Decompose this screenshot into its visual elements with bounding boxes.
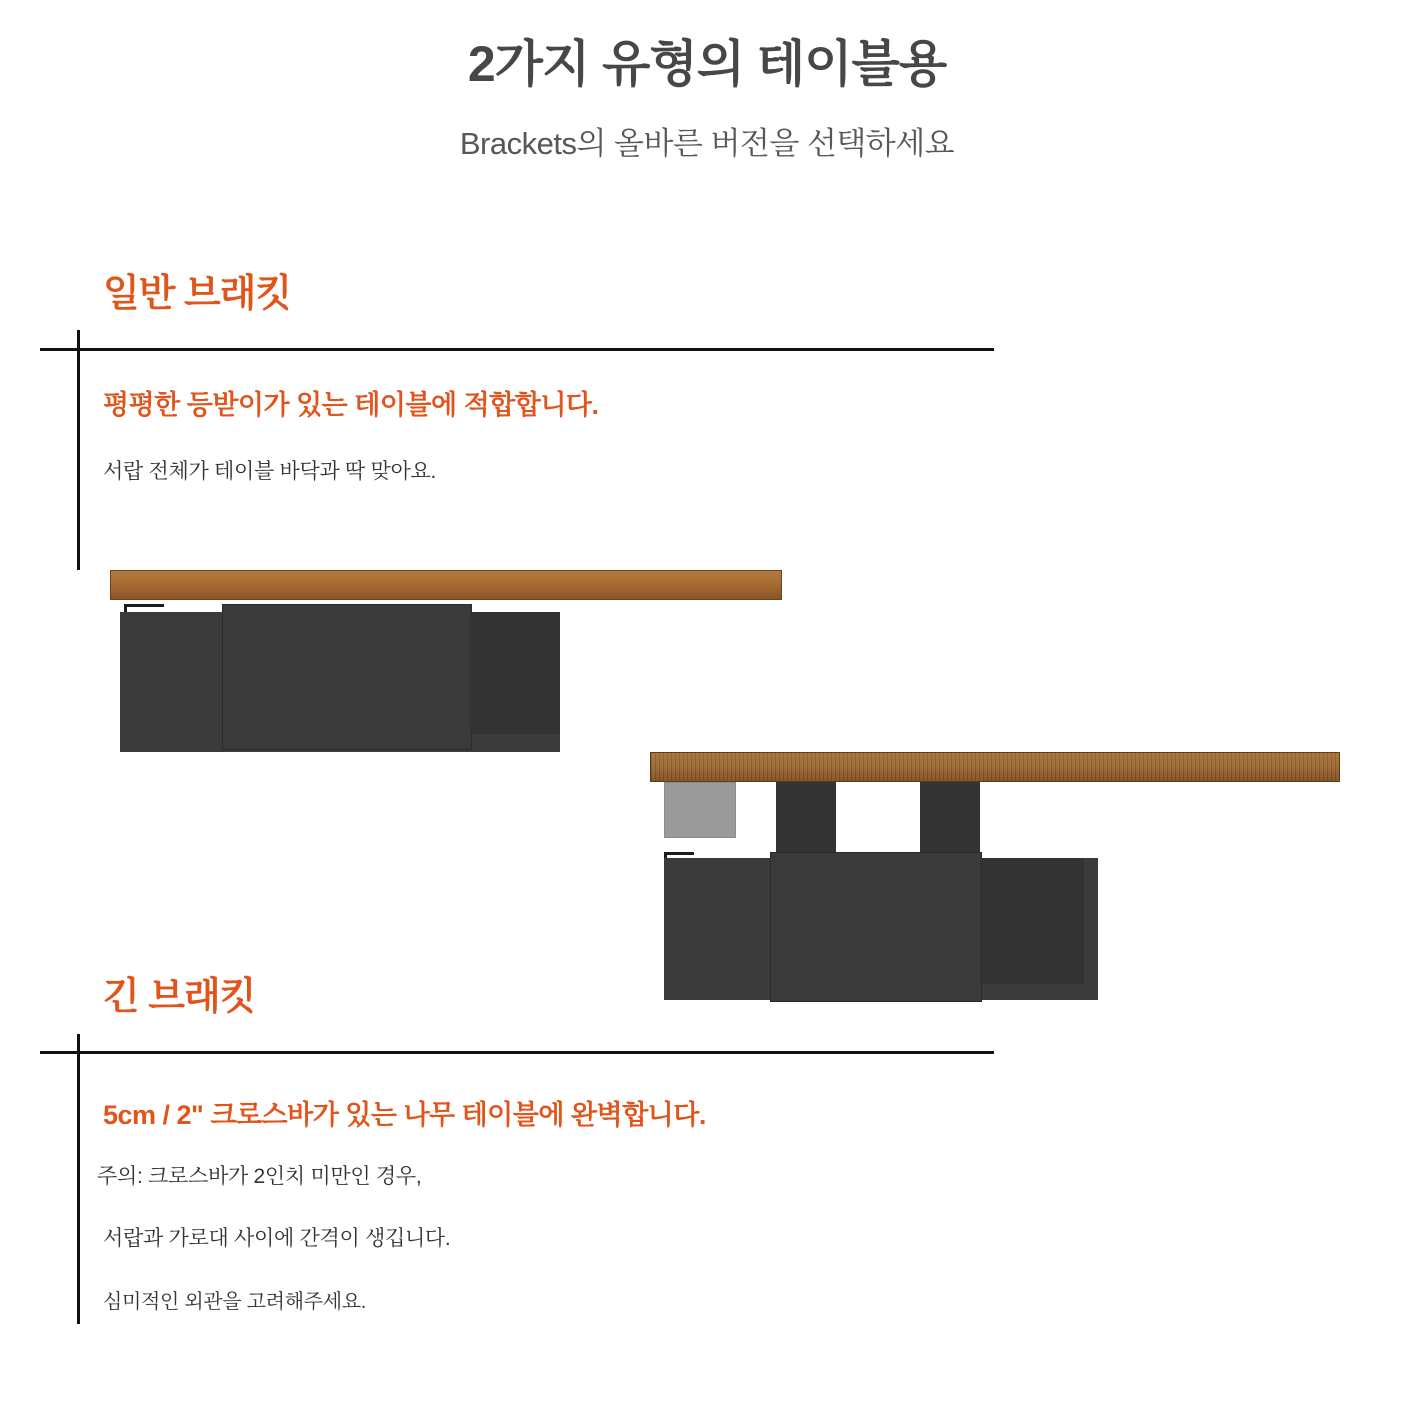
section-title-long-bracket: 긴 브래킷 [103,976,256,1018]
drawer-front-face [222,604,472,750]
page-subtitle: Brackets의 올바른 버전을 선택하세요 [459,126,955,161]
standard-bracket-diagram [110,570,790,760]
long-bracket-diagram [650,752,1350,1002]
long-bracket-hook-top-icon [664,852,694,855]
section-note-long-bracket-1: 주의: 크로스바가 2인치 미만인 경우, [97,1165,422,1188]
wood-tabletop-icon [110,570,782,600]
page-title: 2가지 유형의 테이블용 [467,36,947,92]
section-divider-horizontal-2 [40,1051,994,1054]
section-note-long-bracket-3: 심미적인 외관을 고려해주세요. [103,1291,367,1313]
section-note-long-bracket-2: 서랍과 가로대 사이에 간격이 생깁니다. [103,1227,451,1250]
short-bracket-top-icon [124,604,164,607]
drawer-side-panel [980,858,1084,984]
section-divider-vertical-1 [77,330,80,570]
drawer-front-face [770,852,982,1002]
drawer-side-panel [470,612,560,734]
section-divider-horizontal-1 [40,348,994,351]
wood-tabletop-striped-icon [650,752,1340,782]
section-note-standard-bracket: 서랍 전체가 테이블 바닥과 딱 맞아요. [103,460,436,483]
section-divider-vertical-2 [77,1034,80,1324]
section-lead-long-bracket: 5cm / 2" 크로스바가 있는 나무 테이블에 완벽합니다. [103,1100,706,1130]
crossbar-icon [664,782,736,838]
page-header [0,34,1414,163]
section-title-standard-bracket: 일반 브래킷 [103,273,292,315]
section-lead-standard-bracket: 평평한 등받이가 있는 테이블에 적합합니다. [103,390,599,420]
